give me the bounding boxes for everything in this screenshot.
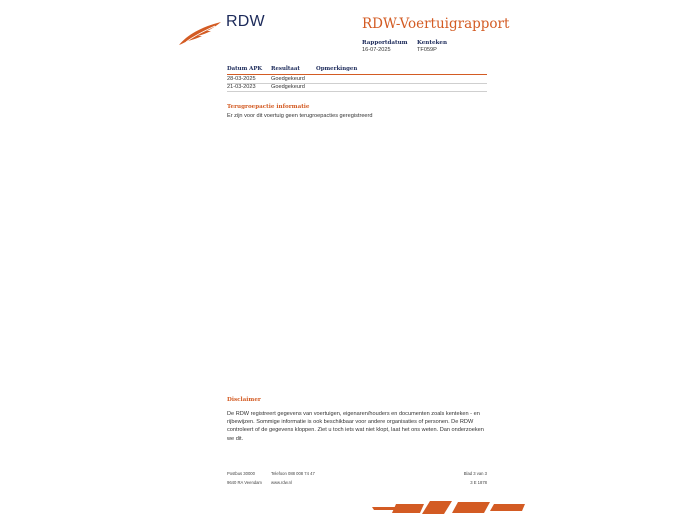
footer-city: 9640 RA Veendam	[227, 480, 262, 485]
footer-page-number: Blad 3 van 3	[463, 471, 487, 476]
table-row	[227, 75, 487, 84]
brand-name: RDW	[226, 13, 265, 30]
plate-value: TF059P	[417, 47, 437, 53]
report-date-value: 16-07-2025	[362, 47, 391, 53]
apk-date-cell: 28-03-2025	[227, 75, 256, 82]
footer-code: 3 E 1878	[470, 480, 487, 485]
col-header-remarks: Opmerkingen	[316, 66, 358, 72]
apk-result-cell: Goedgekeurd	[271, 84, 305, 91]
disclaimer-heading: Disclaimer	[227, 397, 261, 403]
rdw-logo-icon	[177, 21, 222, 47]
footer-website-link[interactable]: www.rdw.nl	[271, 480, 292, 485]
apk-table	[227, 65, 487, 92]
apk-result-cell: Goedgekeurd	[271, 75, 305, 82]
footer-postbox: Postbus 30000	[227, 471, 255, 476]
col-header-result: Resultaat	[271, 66, 300, 72]
speed-stripes-icon	[372, 501, 525, 514]
disclaimer-text: De RDW registreert gegevens van voertuigen, eigenaren/houders en documenten zoals kenteken - en rijbewijzen. Sommige informatie is ook beschikbaar voor andere organisaties of personen. De RDW controleert of de gegevens kloppen. Ziet u toch iets wat niet klopt, laat het ons weten. Dan onderzoeken we dit.	[227, 411, 484, 442]
recall-heading: Terugroepactie informatie	[227, 104, 310, 110]
document-title: RDW-Voertuigrapport	[362, 16, 510, 32]
apk-date-cell: 21-03-2023	[227, 84, 256, 91]
col-header-date: Datum APK	[227, 66, 263, 72]
plate-label: Kenteken	[417, 40, 448, 46]
report-date-label: Rapportdatum	[362, 40, 408, 46]
apk-table-header	[227, 65, 487, 73]
recall-text: Er zijn voor dit voertuig geen terugroepacties geregistreerd	[227, 113, 373, 119]
table-row	[227, 84, 487, 93]
footer-phone: Telefoon 088 008 74 47	[271, 471, 315, 476]
